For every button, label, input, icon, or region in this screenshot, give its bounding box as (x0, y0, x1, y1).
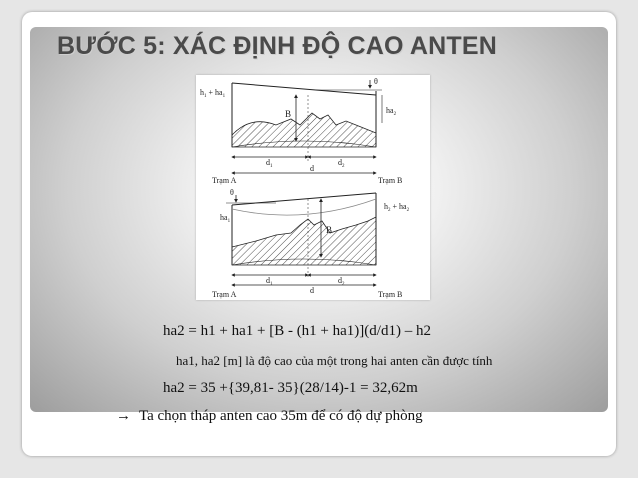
label-d-top: d (310, 164, 314, 173)
label-d2-bottom: $d_2$ (338, 276, 345, 287)
top-diagram (200, 77, 402, 185)
label-d2-top: $d_2$ (338, 158, 345, 169)
height-calculation: ha2 = 35 +{39,81- 35}(28/14)-1 = 32,62m (163, 380, 418, 396)
station-a-bottom: Trạm A (212, 290, 237, 299)
right-arrow-icon: → (116, 408, 131, 424)
label-h2-ha2: $h_2 + ha_2$ (384, 202, 410, 213)
height-formula: ha2 = h1 + ha1 + [B - (h1 + ha1)](d/d1) – h2 (163, 323, 431, 339)
label-ha1-bottom: $ha_1$ (220, 213, 231, 224)
label-b-bottom: B (326, 225, 333, 235)
label-theta-top: θ (374, 77, 378, 86)
bottom-diagram (212, 188, 410, 299)
label-d-bottom: d (310, 286, 314, 295)
conclusion-line (116, 408, 423, 425)
label-b-top: B (285, 109, 292, 119)
station-b-top: Trạm B (378, 176, 403, 185)
slide-title: BƯỚC 5: XÁC ĐỊNH ĐỘ CAO ANTEN (57, 32, 498, 60)
line-of-sight (232, 83, 376, 95)
antenna-height-diagram (196, 75, 430, 300)
conclusion-text: Ta chọn tháp anten cao 35m để có độ dự phòng (139, 408, 423, 424)
label-d1-top: $d_1$ (266, 158, 273, 169)
fresnel-curve (232, 199, 376, 215)
label-d1-bottom: $d_1$ (266, 276, 273, 287)
formula-note: ha1, ha2 [m] là độ cao của một trong hai anten cần được tính (176, 353, 493, 368)
station-a-top: Trạm A (212, 176, 237, 185)
terrain-profile (232, 113, 376, 147)
label-theta-bottom: θ (230, 188, 234, 197)
terrain-profile-bottom (232, 217, 376, 265)
label-h1-ha1: $h_1 + ha_1$ (200, 88, 226, 99)
station-b-bottom: Trạm B (378, 290, 403, 299)
label-ha2-top: $ha_2$ (386, 106, 397, 117)
